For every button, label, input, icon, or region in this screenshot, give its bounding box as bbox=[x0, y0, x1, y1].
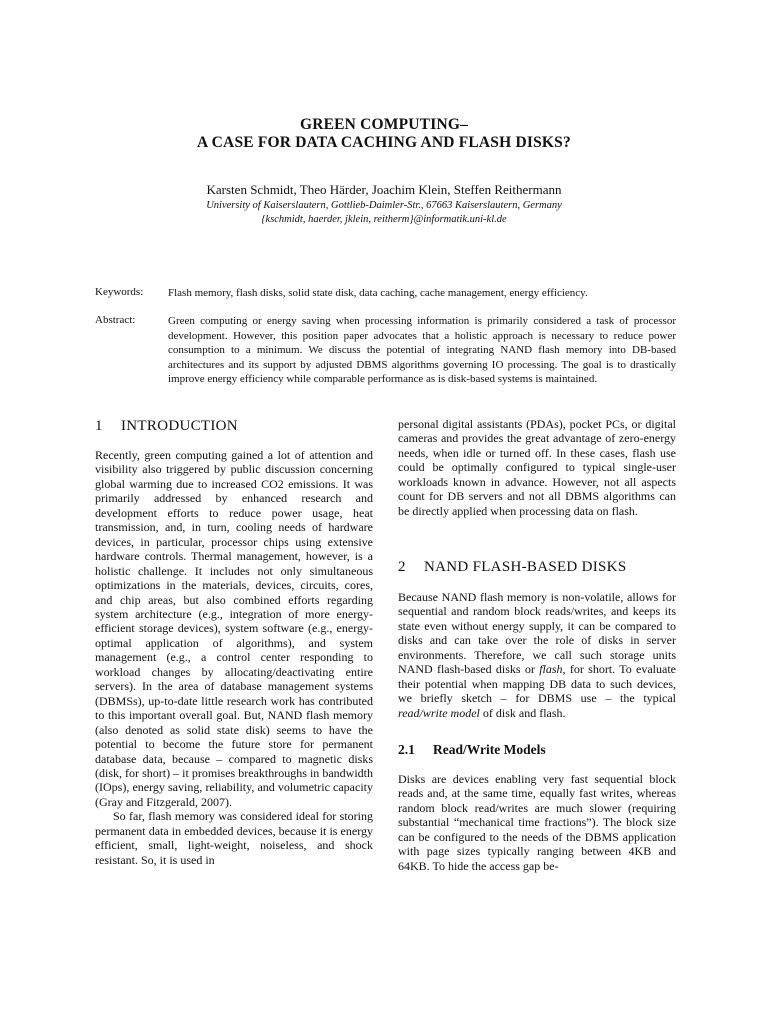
keywords-label: Keywords: bbox=[95, 286, 144, 298]
author-emails: {kschmidt, haerder, jklein, reitherm}@informatik.uni-kl.de bbox=[261, 214, 507, 225]
keywords-text: Flash memory, flash disks, solid state disk, data caching, cache management, energy efficiency. bbox=[168, 287, 588, 299]
intro-paragraph-2-continued: personal digital assistants (PDAs), pocket PCs, or digital cameras and provides the great advantage of zero-energy needs, when idle or turned off. In these cases, flash use could be optimally configured to typical single-user workloads known in advance. However, not all aspects count for DB servers and not all DBMS algorithms can be directly applied when processing data on flash. bbox=[398, 417, 676, 518]
right-column-continuation bbox=[398, 417, 676, 518]
section-number: 2 bbox=[398, 559, 406, 575]
nand-section-body bbox=[398, 590, 676, 720]
section-title: NAND FLASH-BASED DISKS bbox=[424, 559, 627, 575]
authors: Karsten Schmidt, Theo Härder, Joachim Klein, Steffen Reithermann bbox=[206, 182, 562, 197]
section-heading-introduction bbox=[95, 418, 238, 435]
subsection-heading-read-write-models bbox=[398, 742, 546, 758]
read-write-section-body bbox=[398, 772, 676, 873]
intro-paragraph-2: So far, flash memory was considered ideal for storing permanent data in embedded devices, because it is energy efficient, small, light-weight, noiseless, and shock resistant. So, it is used in bbox=[95, 809, 373, 867]
affiliation: University of Kaiserslautern, Gottlieb-Daimler-Str., 67663 Kaiserslautern, Germany bbox=[206, 200, 562, 211]
read-write-paragraph-1: Disks are devices enabling very fast sequential block reads and, at the same time, equally fast writes, whereas random block read/writes are much slower (requiring substantial “mechanical time fractions”). The block size can be configured to the needs of the DBMS application with page sizes typically ranging between 4KB and 64KB. To hide the access gap be- bbox=[398, 772, 676, 873]
section-title: INTRODUCTION bbox=[121, 418, 238, 434]
nand-paragraph-1: Because NAND flash memory is non-volatile, allows for sequential and random block reads/writes, and keeps its state even without energy supply, it can be compared to disks and can take over the role of disks in server environments. Therefore, we call such storage units NAND flash-based disks or flash, for short. To evaluate their potential when mapping DB data to such devices, we briefly sketch – for DBMS use – the typical read/write model of disk and flash. bbox=[398, 590, 676, 720]
paper-title-line2: A CASE FOR DATA CACHING AND FLASH DISKS? bbox=[197, 134, 571, 151]
left-column bbox=[95, 448, 373, 867]
paper-title-line1: GREEN COMPUTING– bbox=[299, 116, 469, 133]
intro-paragraph-1: Recently, green computing gained a lot of attention and visibility also triggered by public discussion concerning global warming due to increased CO2 emissions. It was primarily addressed by enhanced research and development efforts to reduce power usage, heat transmission, and, in turn, cooling needs of hardware devices, in particular, processor chips using extensive hardware controls. Thermal management, however, is a holistic challenge. It includes not only simultaneous optimizations in the materials, devices, circuits, cores, and chip areas, but also combined efforts regarding system architecture (e.g., integration of more energy-efficient storage devices), system software (e.g., energy-optimal application of algorithms), and system management (e.g., a control center responding to workload changes by allocating/deactivating entire servers). In the area of database management systems (DBMSs), up-to-date little research work has contributed to this important overall goal. But, NAND flash memory (also denoted as solid state disk) seems to have the potential to become the future store for permanent database data, because – compared to magnetic disks (disk, for short) – it promises breakthroughs in bandwidth (IOps), energy saving, reliability, and volumetric capacity (Gray and Fitzgerald, 2007). bbox=[95, 448, 373, 809]
section-heading-nand-flash bbox=[398, 559, 626, 576]
abstract-text: Green computing or energy saving when processing information is primarily considered a task of processor development. However, this position paper advocates that a holistic approach is necessary to reduce power consumption to a minimum. We discuss the potential of integrating NAND flash memory into DB-based architectures and its support by adjusted DBMS algorithms governing IO processing. The goal is to drastically improve energy efficiency while comparable performance as is disk-based systems is maintained. bbox=[168, 315, 676, 386]
abstract-label: Abstract: bbox=[95, 314, 136, 326]
section-number: 1 bbox=[95, 418, 103, 434]
subsection-title: Read/Write Models bbox=[433, 742, 546, 757]
subsection-number: 2.1 bbox=[398, 742, 415, 757]
